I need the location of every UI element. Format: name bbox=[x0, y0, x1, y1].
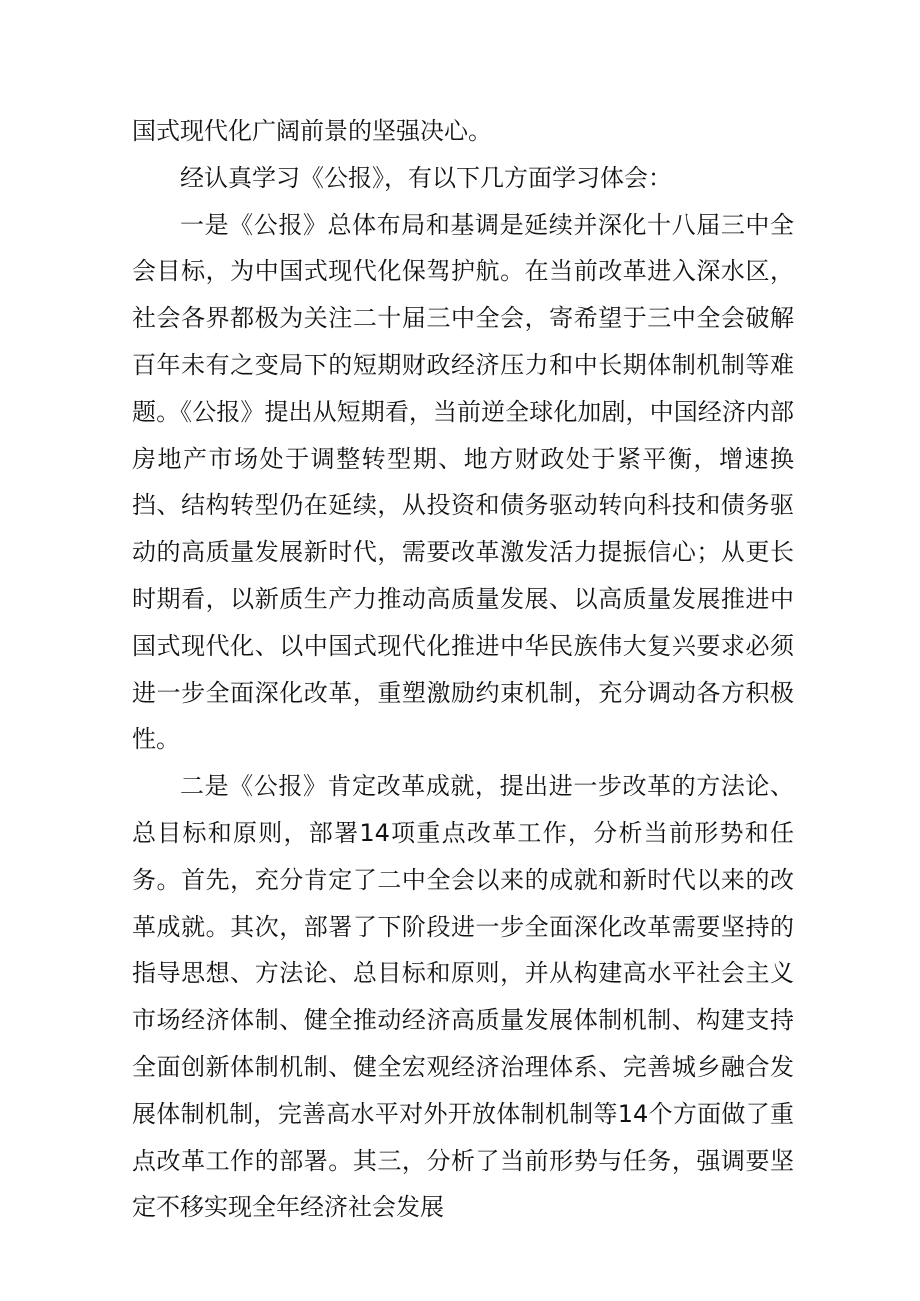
paragraph-continuation: 国式现代化广阔前景的坚强决心。 bbox=[132, 117, 492, 145]
paragraph-intro: 经认真学习《公报》，有以下几方面学习体会： bbox=[180, 163, 672, 192]
paragraph-point-one: 一是《公报》总体布局和基调是延续并深化十八届三中全会目标，为中国式现代化保驾护航。在当前改革进入深水区，社会各界都极为关注二十届三中全会，寄希望于三中全会破解百年未有之变局下的短期财政经济压力和中长期体制机制等难题。《公报》提出从短期看，当前逆全球化加剧，中国经济内部房地产市场处于调整转型期、地方财政处于紧平衡，增速换挡、结构转型仍在延续，从投资和债务驱动转向科技和债务驱动的高质量发展新时代，需要改革激发活力提振信心；从更长时期看，以新质生产力推动高质量发展、以高质量发展推进中国式现代化、以中国式现代化推进中华民族伟大复兴要求必须进一步全面深化改革，重塑激励约束机制，充分调动各方积极性。 bbox=[132, 210, 794, 754]
document-body bbox=[132, 108, 794, 1231]
paragraph-point-two: 二是《公报》肯定改革成就，提出进一步改革的方法论、总目标和原则，部署14项重点改革工作，分析当前形势和任务。首先，充分肯定了二中全会以来的成就和新时代以来的改革成就。其次，部署了下阶段进一步全面深化改革需要坚持的指导思想、方法论、总目标和原则，并从构建高水平社会主义市场经济体制、健全推动经济高质量发展体制机制、构建支持全面创新体制机制、健全宏观经济治理体系、完善城乡融合发展体制机制，完善高水平对外开放体制机制等14个方面做了重点改革工作的部署。其三，分析了当前形势与任务，强调要坚定不移实现全年经济社会发展 bbox=[132, 772, 794, 1222]
